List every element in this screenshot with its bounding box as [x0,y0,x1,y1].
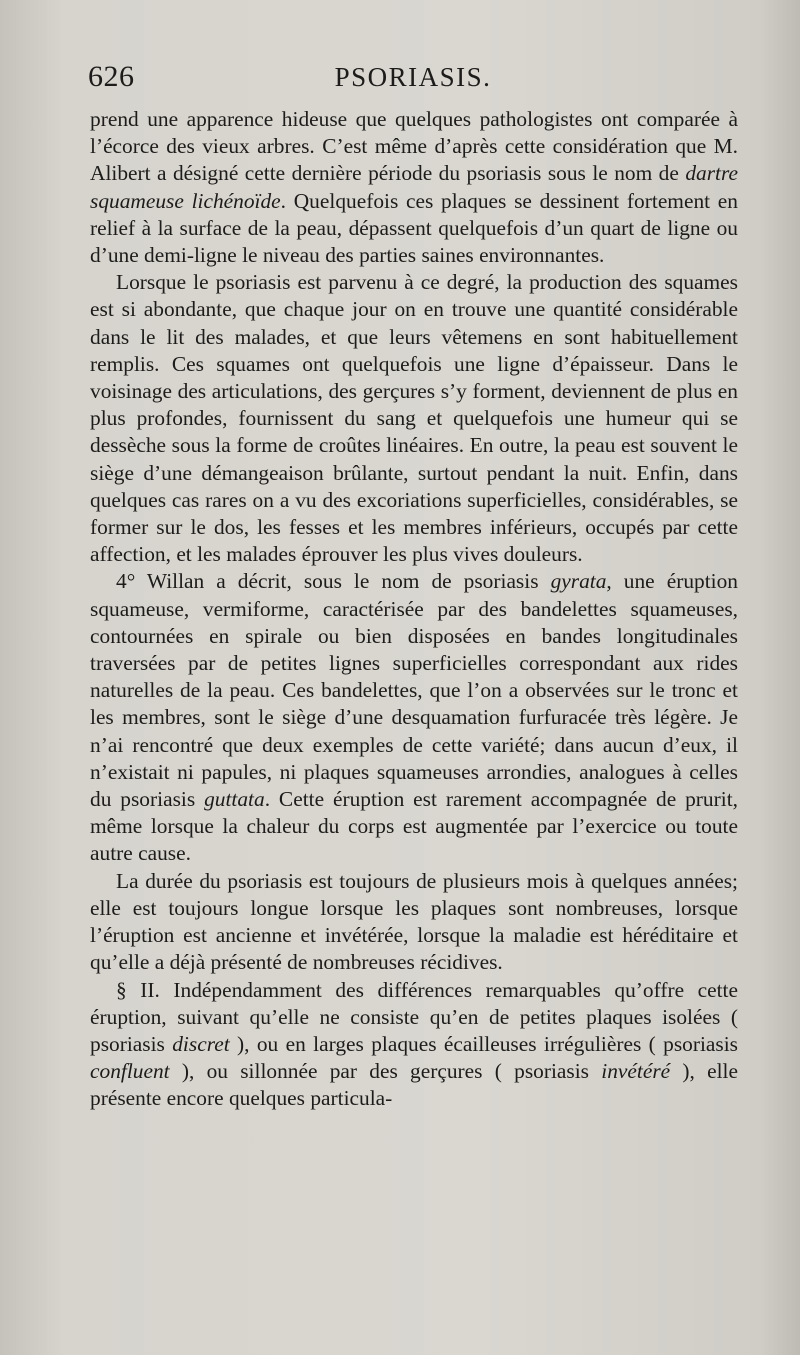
text-run: prend une apparence hideuse que quelques pathologistes ont comparée à l’écorce des vieux arbres. C’est même d’après cette considération que M. Alibert a désigné cette dernière période du psoriasis sous le nom de [90,107,738,186]
text-run: , une éruption squameuse, vermiforme, caractérisée par des bandelettes squameuses, contournées en spirale ou bien disposées en bandes longitudinales traversées par de petites lignes superficielles correspondant aux rides naturelles de la peau. Ces bandelettes, que l’on a observées sur le tronc et les membres, sont le siège d’une desquamation furfuracée très légère. Je n’ai rencontré que deux exemples de cette variété; dans aucun d’eux, il n’existait ni papules, ni plaques squameuses arrondies, analogues à celles du psoriasis [90,569,738,812]
running-title: PSORIASIS. [334,62,492,92]
page-header [88,58,738,98]
paragraph [90,568,738,867]
paragraph [90,269,738,568]
text-run: § II. Indépendamment des différences remarquables qu’offre cette éruption, suivant qu’elle ne consiste qu’en de petites plaques isolées ( psoriasis [90,977,738,1056]
text-run: ), ou sillonnée par des gerçures ( psoriasis [169,1059,602,1084]
text-run: . Quelquefois ces plaques se dessinent fortement en relief à la surface de la peau, dépassent quelquefois d’un quart de ligne ou d’une demi-ligne le niveau des parties saines environnantes. [90,188,738,268]
italic-run: confluent [90,1059,170,1084]
italic-run: invétéré [601,1059,671,1084]
body-text [90,106,738,1113]
italic-run: gyrata [550,569,607,594]
italic-run: discret [172,1031,230,1056]
paragraph [90,106,738,269]
text-run: 4° Willan a décrit, sous le nom de psoriasis [116,569,551,594]
text-run: . Cette éruption est rarement accompagnée de prurit, même lorsque la chaleur du corps est augmentée par l’exercice ou toute autre cause. [90,787,738,866]
text-run: Lorsque le psoriasis est parvenu à ce degré, la production des squames est si abondante, que chaque jour on en trouve une quantité considérable dans le lit des malades, et que leurs vêtemens en sont habituellement remplis. Ces squames ont quelquefois une ligne d’épaisseur. Dans le voisinage des articulations, des gerçures s’y forment, deviennent de plus en plus profondes, fournissent du sang et quelquefois une humeur qui se dessèche sous la forme de croûtes linéaires. En outre, la peau est souvent le siège d’une démangeaison brûlante, surtout pendant la nuit. Enfin, dans quelques cas rares on a vu des excoriations superficielles, considérables, se former sur le dos, les fesses et les membres inférieurs, occupés par cette affection, et les malades éprouver les plus vives douleurs. [90,270,738,567]
italic-run: dartre squameuse lichénoïde [90,161,738,213]
text-run: ), ou en larges plaques écailleuses irrégulières ( psoriasis [229,1031,738,1056]
paragraph [90,868,738,977]
page-number: 626 [88,60,135,93]
paragraph [90,977,738,1113]
text-run: La durée du psoriasis est toujours de plusieurs mois à quelques années; elle est toujours longue lorsque les plaques sont nombreuses, lorsque l’éruption est ancienne et invétérée, lorsque la maladie est héréditaire et qu’elle a déjà présenté de nombreuses récidives. [90,868,738,975]
text-run: ), elle présente encore quelques particula- [90,1059,738,1111]
italic-run: guttata [204,787,265,812]
